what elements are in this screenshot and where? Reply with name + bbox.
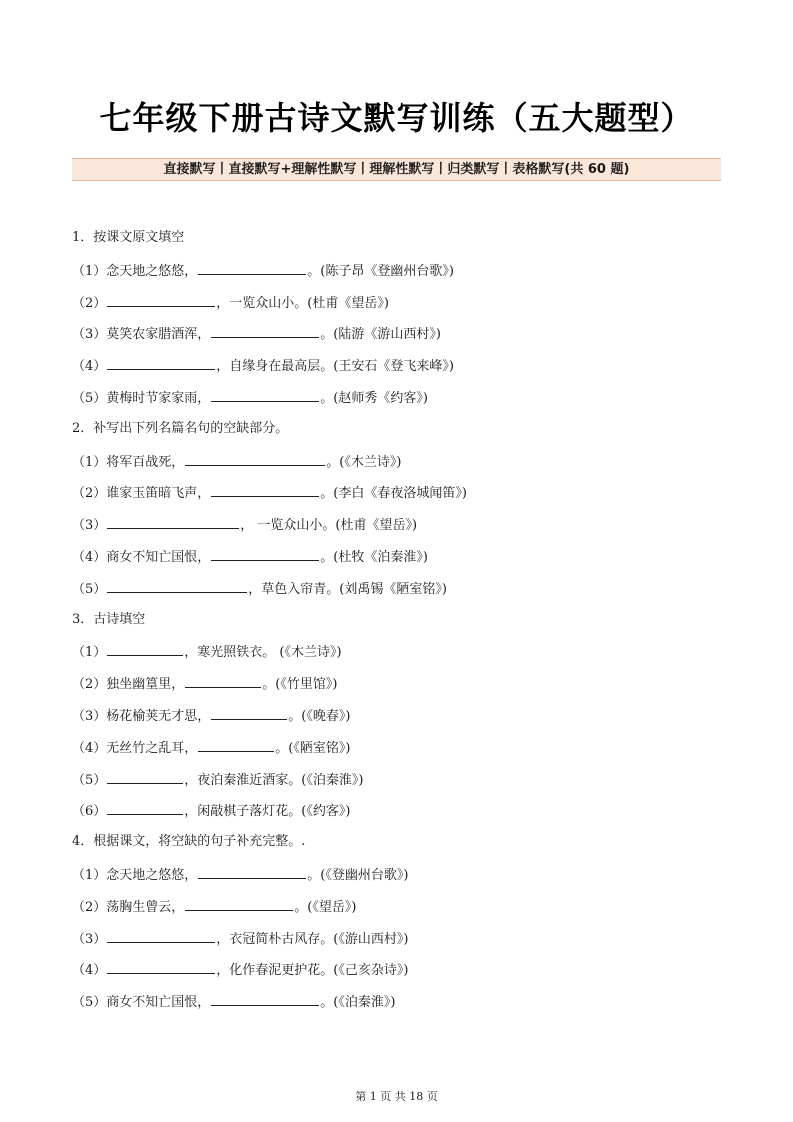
fill-blank-item <box>72 577 722 609</box>
item-prefix-text: （1）念天地之悠悠， <box>72 867 198 883</box>
question-list <box>72 227 722 1022</box>
item-suffix-text: 。(赵师秀《约客》) <box>320 390 428 406</box>
answer-blank[interactable] <box>185 450 325 466</box>
page-title: 七年级下册古诗文默写训练（五大题型） <box>99 99 694 137</box>
item-prefix-text: （5） <box>72 581 107 597</box>
fill-blank-item <box>72 927 722 959</box>
fill-blank-item <box>72 513 722 545</box>
fill-blank-item <box>72 450 722 482</box>
answer-blank[interactable] <box>211 545 319 561</box>
item-suffix-text: 。(陆游《游山西村》) <box>320 327 441 343</box>
item-suffix-text: 。(李白《春夜洛城闻笛》) <box>320 486 467 502</box>
item-prefix-text: （6） <box>72 804 107 820</box>
answer-blank[interactable] <box>107 291 215 307</box>
item-prefix-text: （3） <box>72 931 107 947</box>
item-suffix-text: ，寒光照铁衣。 (《木兰诗》) <box>184 645 342 661</box>
fill-blank-item <box>72 958 722 990</box>
fill-blank-item <box>72 736 722 768</box>
answer-blank[interactable] <box>107 768 183 784</box>
item-suffix-text: 。(《木兰诗》) <box>326 454 402 470</box>
item-prefix-text: （4） <box>72 963 107 979</box>
item-suffix-text: 。(《陋室铭》) <box>275 740 351 756</box>
question-heading: 3．古诗填空 <box>72 611 146 627</box>
item-suffix-text: 。(《登幽州台歌》) <box>307 867 409 883</box>
fill-blank-item <box>72 481 722 513</box>
item-prefix-text: （5）商女不知亡国恨， <box>72 995 211 1011</box>
item-suffix-text: 。(《泊秦淮》) <box>320 995 396 1011</box>
question-heading: 1．按课文原文填空 <box>72 230 185 245</box>
answer-blank[interactable] <box>185 672 261 688</box>
item-prefix-text: （4）无丝竹之乱耳， <box>72 740 198 756</box>
answer-blank[interactable] <box>211 704 287 720</box>
answer-blank[interactable] <box>107 513 239 529</box>
item-prefix-text: （2） <box>72 295 107 311</box>
answer-blank[interactable] <box>198 863 306 879</box>
item-prefix-text: （2）独坐幽篁里， <box>72 677 185 693</box>
item-suffix-text: 。(《晚春》) <box>288 708 351 724</box>
item-prefix-text: （5） <box>72 772 107 788</box>
question-heading: 4．根据课文，将空缺的句子补充完整。. <box>72 834 306 850</box>
fill-blank-item <box>72 863 722 895</box>
fill-blank-item <box>72 768 722 800</box>
fill-blank-item <box>72 704 722 736</box>
item-prefix-text: （1）将军百战死， <box>72 454 185 470</box>
fill-blank-item <box>72 259 722 291</box>
fill-blank-item <box>72 990 722 1022</box>
fill-blank-item <box>72 386 722 418</box>
item-suffix-text: ，衣冠简朴古风存。(《游山西村》) <box>216 931 409 947</box>
item-prefix-text: （4） <box>72 359 107 375</box>
answer-blank[interactable] <box>211 990 319 1006</box>
item-prefix-text: （1）念天地之悠悠， <box>72 263 198 279</box>
fill-blank-item <box>72 322 722 354</box>
item-prefix-text: （3） <box>72 518 107 534</box>
fill-blank-item <box>72 354 722 386</box>
item-suffix-text: ，一览众山小。(杜甫《望岳》) <box>216 295 389 311</box>
answer-blank[interactable] <box>107 958 215 974</box>
answer-blank[interactable] <box>107 577 247 593</box>
answer-blank[interactable] <box>211 322 319 338</box>
item-suffix-text: 。(《竹里馆》) <box>262 677 338 693</box>
item-suffix-text: 。(陈子昂《登幽州台歌》) <box>307 263 454 279</box>
item-prefix-text: （2）荡胸生曾云， <box>72 899 185 915</box>
item-suffix-text: ，自缘身在最高层。(王安石《登飞来峰》) <box>216 359 454 375</box>
fill-blank-item <box>72 672 722 704</box>
fill-blank-item <box>72 895 722 927</box>
question-heading: 2．补写出下列名篇名句的空缺部分。 <box>72 420 289 436</box>
item-suffix-text: ，化作春泥更护花。(《己亥杂诗》) <box>216 963 409 979</box>
item-prefix-text: （4）商女不知亡国恨， <box>72 549 211 565</box>
fill-blank-item <box>72 291 722 323</box>
fill-blank-item <box>72 545 722 577</box>
subtitle-banner: 直接默写丨直接默写+理解性默写丨理解性默写丨归类默写丨表格默写(共 60 题) <box>72 158 721 181</box>
item-prefix-text: （2）谁家玉笛暗飞声， <box>72 486 211 502</box>
item-suffix-text: 。(杜牧《泊秦淮》) <box>320 549 428 565</box>
item-prefix-text: （1） <box>72 645 107 661</box>
fill-blank-item <box>72 640 722 672</box>
answer-blank[interactable] <box>107 354 215 370</box>
item-suffix-text: ，夜泊秦淮近酒家。(《泊秦淮》) <box>184 772 364 788</box>
answer-blank[interactable] <box>185 895 293 911</box>
item-prefix-text: （3）莫笑农家腊酒浑， <box>72 327 211 343</box>
answer-blank[interactable] <box>198 736 274 752</box>
item-prefix-text: （3）杨花榆荚无才思， <box>72 708 211 724</box>
item-suffix-text: ，草色入帘青。(刘禹锡《陋室铭》) <box>248 581 447 597</box>
answer-blank[interactable] <box>107 640 183 656</box>
answer-blank[interactable] <box>211 386 319 402</box>
answer-blank[interactable] <box>211 481 319 497</box>
item-suffix-text: ，闲敲棋子落灯花。(《约客》) <box>184 804 351 820</box>
fill-blank-item <box>72 799 722 831</box>
item-prefix-text: （5）黄梅时节家家雨， <box>72 390 211 406</box>
answer-blank[interactable] <box>107 927 215 943</box>
item-suffix-text: 。(《望岳》) <box>294 899 357 915</box>
answer-blank[interactable] <box>198 259 306 275</box>
page-footer: 第 1 页 共 18 页 <box>355 1090 438 1103</box>
item-suffix-text: ， 一览众山小。(杜甫《望岳》) <box>240 518 418 534</box>
answer-blank[interactable] <box>107 799 183 815</box>
